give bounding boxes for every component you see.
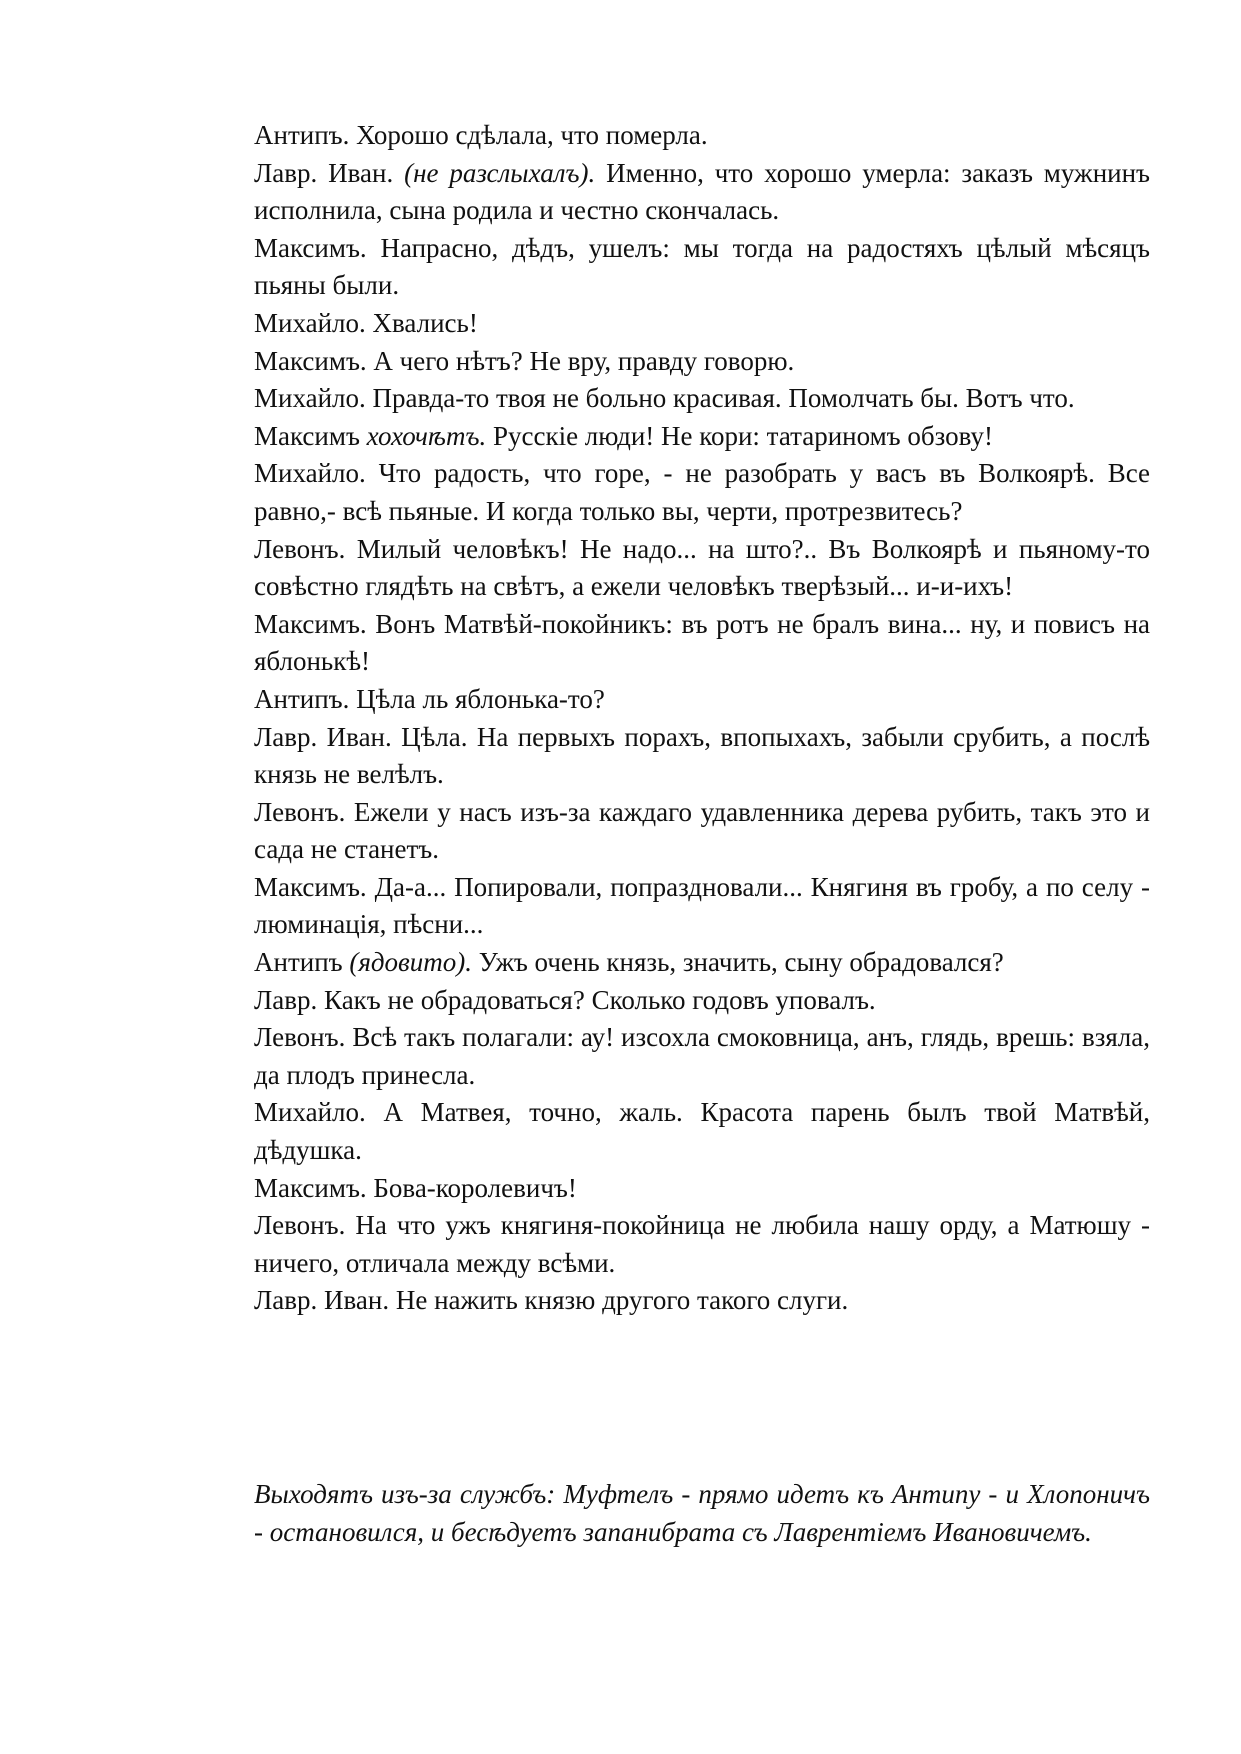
- replica-text: Вонъ Матвѣй-покойникъ: въ ротъ не бралъ вина... ну, и повисъ на яблонькѣ!: [254, 608, 1150, 677]
- dialogue-line: [254, 1282, 1150, 1320]
- replica-text: Хорошо сдѣлала, что померла.: [349, 120, 708, 150]
- stage-note: (не разслыхалъ).: [404, 157, 596, 188]
- speaker-name: Михайло.: [254, 383, 366, 414]
- speaker-name: Лавр. Иван.: [254, 1285, 390, 1316]
- dialogue-line: [254, 155, 1150, 230]
- dialogue-line: [254, 681, 1150, 719]
- speaker-name: Левонъ.: [254, 533, 346, 564]
- dialogue-line: [254, 455, 1150, 530]
- speaker-name: Лавр. Иван.: [254, 157, 394, 188]
- dialogue-line: [254, 343, 1150, 381]
- dialogue-line: [254, 606, 1150, 681]
- speaker-name: Максимъ: [254, 420, 360, 451]
- dialogue-line: [254, 305, 1150, 343]
- replica-text: А чего нѣтъ? Не вру, правду говорю.: [366, 345, 795, 376]
- speaker-name: Лавр.: [254, 984, 318, 1015]
- speaker-name: Михайло.: [254, 1097, 366, 1128]
- speaker-name: Максимъ.: [254, 871, 367, 902]
- speaker-name: Левонъ.: [254, 796, 346, 827]
- stage-note: (ядовито).: [349, 947, 473, 978]
- dialogue-block: [254, 117, 1150, 1320]
- replica-text: Бова-королевичъ!: [366, 1172, 577, 1203]
- speaker-name: Антипъ.: [254, 683, 350, 714]
- dialogue-line: [254, 944, 1150, 982]
- dialogue-line: [254, 230, 1150, 305]
- speaker-name: Лавр. Иван.: [254, 721, 392, 752]
- replica-text: Ужъ очень князь, значить, сыну обрадовался?: [472, 947, 1004, 978]
- speaker-name: Максимъ.: [254, 1172, 367, 1203]
- speaker-name: Левонъ.: [254, 1210, 346, 1241]
- replica-text: А Матвея, точно, жаль. Красота парень былъ твой Матвѣй, дѣдушка.: [254, 1097, 1150, 1166]
- speaker-name: Максимъ.: [254, 345, 367, 376]
- dialogue-line: [254, 1019, 1150, 1094]
- dialogue-line: [254, 531, 1150, 606]
- speaker-name: Михайло.: [254, 307, 366, 338]
- dialogue-line: [254, 380, 1150, 418]
- replica-text: Напрасно, дѣдъ, ушелъ: мы тогда на радостяхъ цѣлый мѣсяцъ пьяны были.: [254, 232, 1150, 301]
- replica-text: Какъ не обрадоваться? Сколько годовъ уповалъ.: [317, 984, 876, 1015]
- dialogue-line: [254, 869, 1150, 944]
- speaker-name: Левонъ.: [254, 1022, 346, 1053]
- dialogue-line: [254, 1094, 1150, 1169]
- dialogue-line: [254, 794, 1150, 869]
- replica-text: Не нажить князю другого такого слуги.: [389, 1285, 849, 1316]
- dialogue-line: [254, 117, 1150, 155]
- replica-text: На что ужъ княгиня-покойница не любила нашу орду, а Матюшу - ничего, отличала между всѣми.: [254, 1210, 1150, 1278]
- replica-text: Цѣла ль яблонька-то?: [349, 683, 605, 714]
- stage-note: хохочѣтъ.: [366, 420, 487, 451]
- speaker-name: Антипъ.: [254, 120, 350, 150]
- replica-text: Цѣла. На первыхъ порахъ, впопыхахъ, забыли срубить, а послѣ князь не велѣлъ.: [254, 721, 1150, 790]
- replica-text: Всѣ такъ полагали: ау! изсохла смоковница, анъ, глядь, врешь: взяла, да плодъ принесла.: [254, 1022, 1150, 1090]
- replica-text: Русскіе люди! Не кори: татариномъ обзову!: [486, 420, 993, 451]
- speaker-name: Антипъ: [254, 947, 343, 978]
- speaker-name: Максимъ.: [254, 232, 367, 263]
- stage-direction: Выходятъ изъ-за службъ: Муфтелъ - прямо идетъ къ Антипу - и Хлопоничъ - остановился, и бесѣдуетъ запанибрата съ Лаврентіемъ Ивановичемъ.: [254, 1479, 1150, 1547]
- dialogue-line: [254, 719, 1150, 794]
- dialogue-line: [254, 1170, 1150, 1208]
- speaker-name: Михайло.: [254, 458, 366, 489]
- dialogue-line: [254, 982, 1150, 1020]
- replica-text: Правда-то твоя не больно красивая. Помолчать бы. Вотъ что.: [365, 383, 1075, 414]
- replica-text: Милый человѣкъ! Не надо... на што?.. Въ Волкоярѣ и пьяному-то совѣстно глядѣть на свѣтъ, а ежели человѣкъ тверѣзый... и-и-ихъ!: [254, 533, 1150, 602]
- dialogue-line: [254, 418, 1150, 456]
- replica-text: Хвались!: [365, 307, 478, 338]
- speaker-name: Максимъ.: [254, 608, 367, 639]
- replica-text: Что радость, что горе, - не разобрать у васъ въ Волкоярѣ. Все равно,- всѣ пьяные. И когда только вы, черти, протрезвитесь?: [254, 458, 1150, 526]
- replica-text: Именно, что хорошо умерла: заказъ мужнинъ исполнила, сына родила и честно скончалась.: [254, 157, 1150, 226]
- replica-text: Ежели у насъ изъ-за каждаго удавленника дерева рубить, такъ это и сада не станетъ.: [254, 796, 1150, 865]
- replica-text: Да-а... Попировали, попраздновали... Княгиня въ гробу, а по селу - люминація, пѣсни...: [254, 871, 1150, 940]
- dialogue-line: [254, 1207, 1150, 1282]
